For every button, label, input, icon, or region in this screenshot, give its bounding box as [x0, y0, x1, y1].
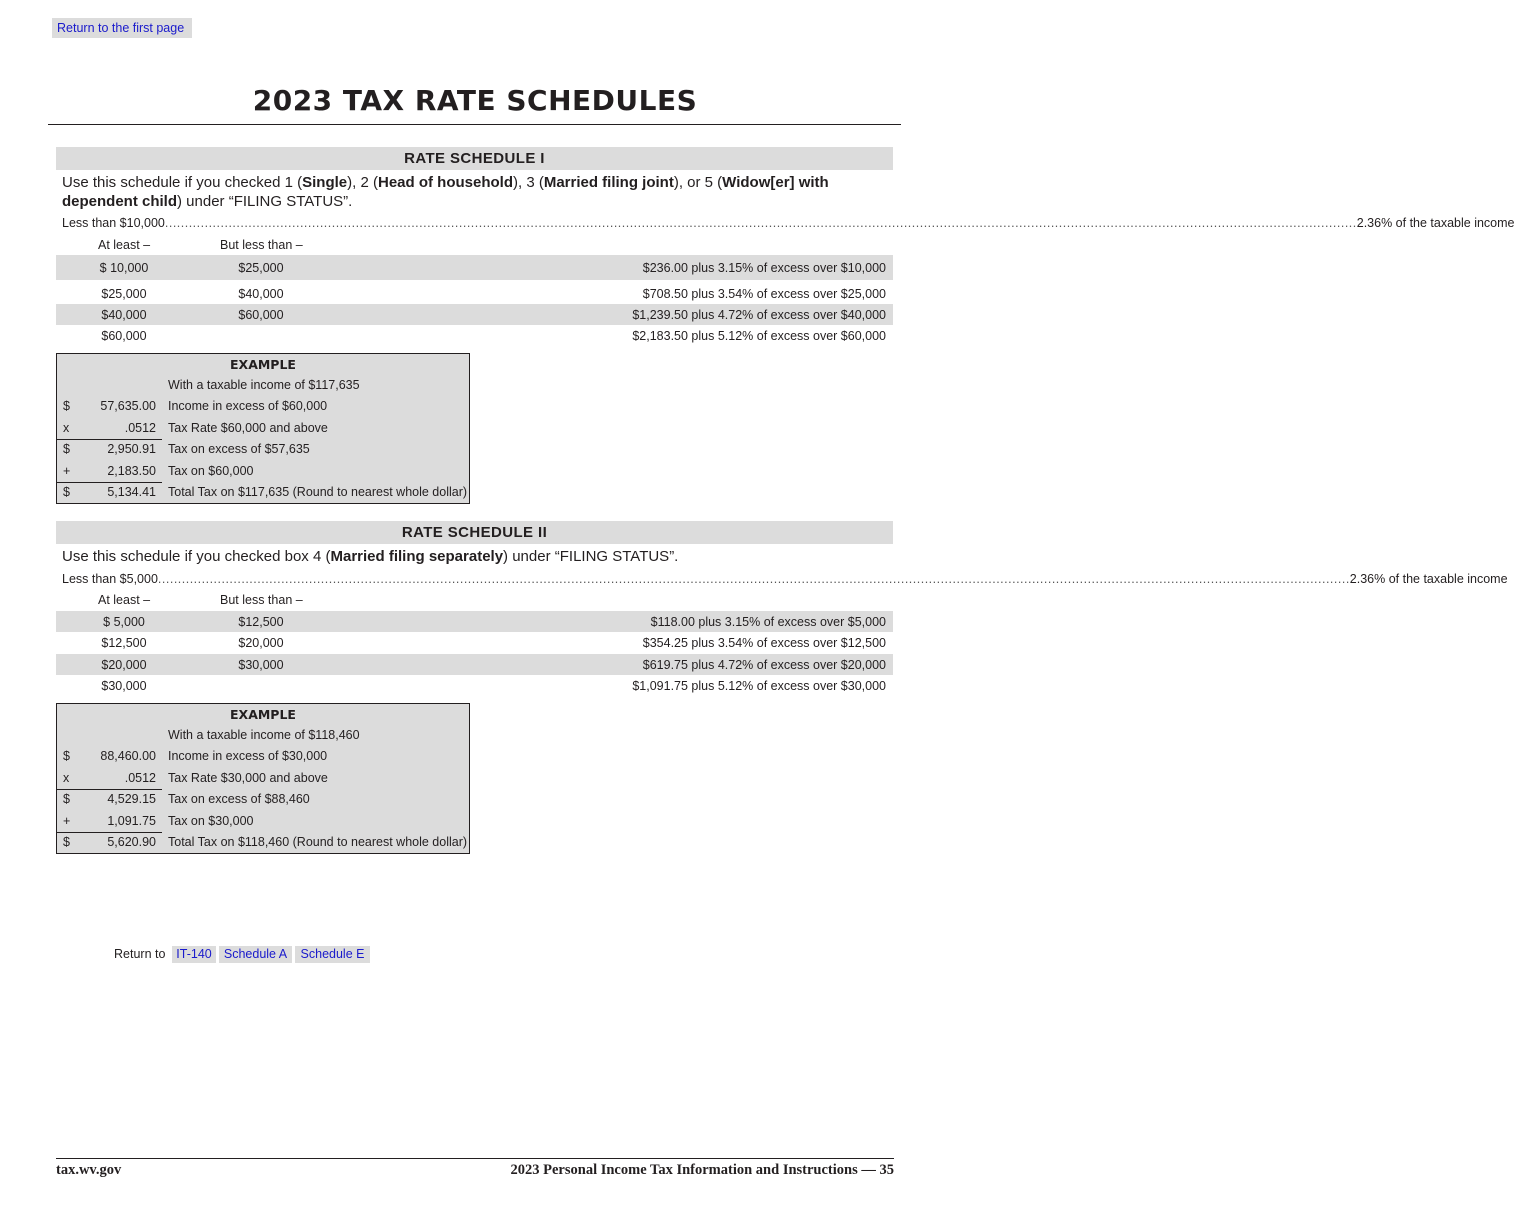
- example-symbol: $: [63, 792, 70, 807]
- example-amount: .0512: [124, 420, 156, 435]
- intro-emphasis: Married filing separately: [330, 548, 504, 565]
- intro-text: Use this schedule if you checked 1 (: [62, 174, 303, 191]
- example-symbol: $: [63, 484, 70, 499]
- example-amount: 88,460.00: [100, 749, 156, 764]
- example-description: With a taxable income of $118,460: [168, 728, 360, 742]
- schedule-1-row: [56, 304, 893, 325]
- example-row: [57, 482, 469, 503]
- page-title: 2023 TAX RATE SCHEDULES: [252, 84, 698, 117]
- example-symbol: x: [63, 420, 70, 435]
- at-least-cell: $30,000: [101, 678, 147, 693]
- less-than-cell: $25,000: [238, 260, 284, 275]
- schedule-2-col-at-least: At least –: [98, 593, 151, 607]
- example-amount: 57,635.00: [100, 399, 156, 414]
- example-description: Tax on excess of $88,460: [168, 792, 310, 807]
- example-symbol: $: [63, 442, 70, 457]
- example-row: [57, 725, 469, 746]
- example-description: Tax Rate $30,000 and above: [168, 770, 328, 785]
- example-description: Tax on excess of $57,635: [168, 442, 310, 457]
- example-amount: .0512: [124, 770, 156, 785]
- at-least-cell: $25,000: [101, 286, 147, 301]
- example-description: Total Tax on $117,635 (Round to nearest whole dollar): [168, 484, 468, 499]
- schedule-1-heading: RATE SCHEDULE I: [56, 147, 893, 170]
- footer-divider: [56, 1158, 894, 1159]
- footer-page-info: 2023 Personal Income Tax Information and Instructions — 35: [510, 1162, 894, 1178]
- title-divider: [48, 124, 901, 125]
- tax-cell: $708.50 plus 3.54% of excess over $25,000: [642, 286, 886, 301]
- schedule-e-link-button[interactable]: Schedule E: [295, 946, 370, 963]
- schedule-1-less-than-line: [62, 215, 1515, 231]
- schedule-1-less-than-rate: 2.36% of the taxable income: [1356, 216, 1515, 230]
- example-title: EXAMPLE: [230, 357, 296, 372]
- example-row: [57, 439, 469, 460]
- example-title: EXAMPLE: [230, 707, 296, 722]
- schedule-2-less-than-line: [62, 571, 1508, 587]
- example-description: Tax on $60,000: [168, 463, 254, 478]
- example-description: With a taxable income of $117,635: [168, 378, 360, 392]
- less-than-cell: $60,000: [238, 307, 284, 322]
- dot-leader: ............................................................................................................................................................................................................................................................................................................: [157, 572, 1350, 586]
- schedule-2-row: [56, 675, 893, 696]
- intro-text: ), or 5 (: [673, 174, 723, 191]
- example-description: Income in excess of $30,000: [168, 749, 328, 764]
- example-symbol: $: [63, 834, 70, 849]
- intro-text: ) under “FILING STATUS”.: [503, 548, 679, 565]
- return-first-page-button[interactable]: Return to the first page: [52, 18, 192, 38]
- schedule-2-row: [56, 654, 893, 675]
- schedule-1-row: [56, 325, 893, 346]
- schedule-2-less-than-label: Less than $5,000: [62, 572, 158, 586]
- schedule-2-heading: RATE SCHEDULE II: [56, 521, 893, 544]
- schedule-2-row: [56, 611, 893, 632]
- dot-leader: ............................................................................................................................................................................................................................................................................................................: [164, 216, 1357, 230]
- example-description: Income in excess of $60,000: [168, 399, 328, 414]
- schedule-1-col-at-least: At least –: [98, 238, 151, 252]
- intro-text: ), 3 (: [512, 174, 544, 191]
- it-140-link-button[interactable]: IT-140: [172, 946, 216, 963]
- schedule-2-col-but-less: But less than –: [220, 593, 303, 607]
- example-row: [57, 396, 469, 417]
- less-than-cell: $40,000: [238, 286, 284, 301]
- at-least-cell: $12,500: [101, 635, 147, 650]
- less-than-cell: $20,000: [238, 635, 284, 650]
- example-row: [57, 461, 469, 482]
- intro-emphasis: Head of household: [377, 174, 513, 191]
- example-row: [57, 789, 469, 810]
- less-than-cell: $12,500: [238, 614, 284, 629]
- at-least-cell: $60,000: [101, 328, 147, 343]
- example-row: [57, 746, 469, 767]
- example-symbol: $: [63, 399, 70, 414]
- example-amount: 5,134.41: [107, 484, 156, 499]
- example-description: Tax on $30,000: [168, 813, 254, 828]
- schedule-1-less-than-label: Less than $10,000: [62, 216, 165, 230]
- example-description: Tax Rate $60,000 and above: [168, 420, 328, 435]
- at-least-cell: $40,000: [101, 307, 147, 322]
- example-amount: 5,620.90: [107, 834, 156, 849]
- tax-cell: $236.00 plus 3.15% of excess over $10,000: [642, 260, 886, 275]
- example-amount: 2,183.50: [107, 463, 156, 478]
- schedule-2-row: [56, 632, 893, 653]
- tax-cell: $619.75 plus 4.72% of excess over $20,000: [642, 657, 886, 672]
- example-amount: 4,529.15: [107, 792, 156, 807]
- tax-cell: $1,239.50 plus 4.72% of excess over $40,000: [632, 307, 886, 322]
- tax-cell: $2,183.50 plus 5.12% of excess over $60,000: [632, 328, 886, 343]
- intro-text: ) under “FILING STATUS”.: [177, 193, 353, 210]
- schedule-1-intro: [62, 173, 882, 211]
- example-row: [57, 375, 469, 396]
- less-than-cell: [196, 675, 326, 696]
- tax-cell: $1,091.75 plus 5.12% of excess over $30,000: [632, 678, 886, 693]
- example-description: Total Tax on $118,460 (Round to nearest whole dollar): [168, 834, 468, 849]
- schedule-a-link-button[interactable]: Schedule A: [219, 946, 292, 963]
- intro-emphasis: Married filing joint: [543, 174, 674, 191]
- schedule-1-col-but-less: But less than –: [220, 238, 303, 252]
- intro-emphasis: Widow[er] with dependent child: [62, 174, 829, 210]
- example-row: [57, 832, 469, 853]
- return-to-label: Return to: [114, 947, 166, 961]
- at-least-cell: $ 5,000: [103, 614, 145, 629]
- example-row: [57, 811, 469, 832]
- example-symbol: $: [63, 749, 70, 764]
- intro-text: Use this schedule if you checked box 4 (: [62, 548, 331, 565]
- example-symbol: +: [63, 463, 71, 478]
- example-row: [57, 768, 469, 789]
- intro-emphasis: Single: [302, 174, 348, 191]
- example-symbol: x: [63, 770, 70, 785]
- example-amount: 2,950.91: [107, 442, 156, 457]
- schedule-1-row: [56, 283, 893, 304]
- intro-text: ), 2 (: [347, 174, 378, 191]
- schedule-2-example: [56, 703, 470, 854]
- less-than-cell: [196, 325, 326, 346]
- at-least-cell: $ 10,000: [99, 260, 149, 275]
- schedule-2-intro: [62, 547, 882, 566]
- at-least-cell: $20,000: [101, 657, 147, 672]
- example-amount: 1,091.75: [107, 813, 156, 828]
- tax-cell: $118.00 plus 3.15% of excess over $5,000: [650, 614, 886, 629]
- tax-cell: $354.25 plus 3.54% of excess over $12,500: [642, 635, 886, 650]
- less-than-cell: $30,000: [238, 657, 284, 672]
- schedule-2-less-than-rate: 2.36% of the taxable income: [1349, 572, 1508, 586]
- schedule-1-row: [56, 255, 893, 280]
- example-row: [57, 418, 469, 439]
- example-symbol: +: [63, 813, 71, 828]
- footer-website: tax.wv.gov: [56, 1162, 122, 1178]
- schedule-1-example: [56, 353, 470, 504]
